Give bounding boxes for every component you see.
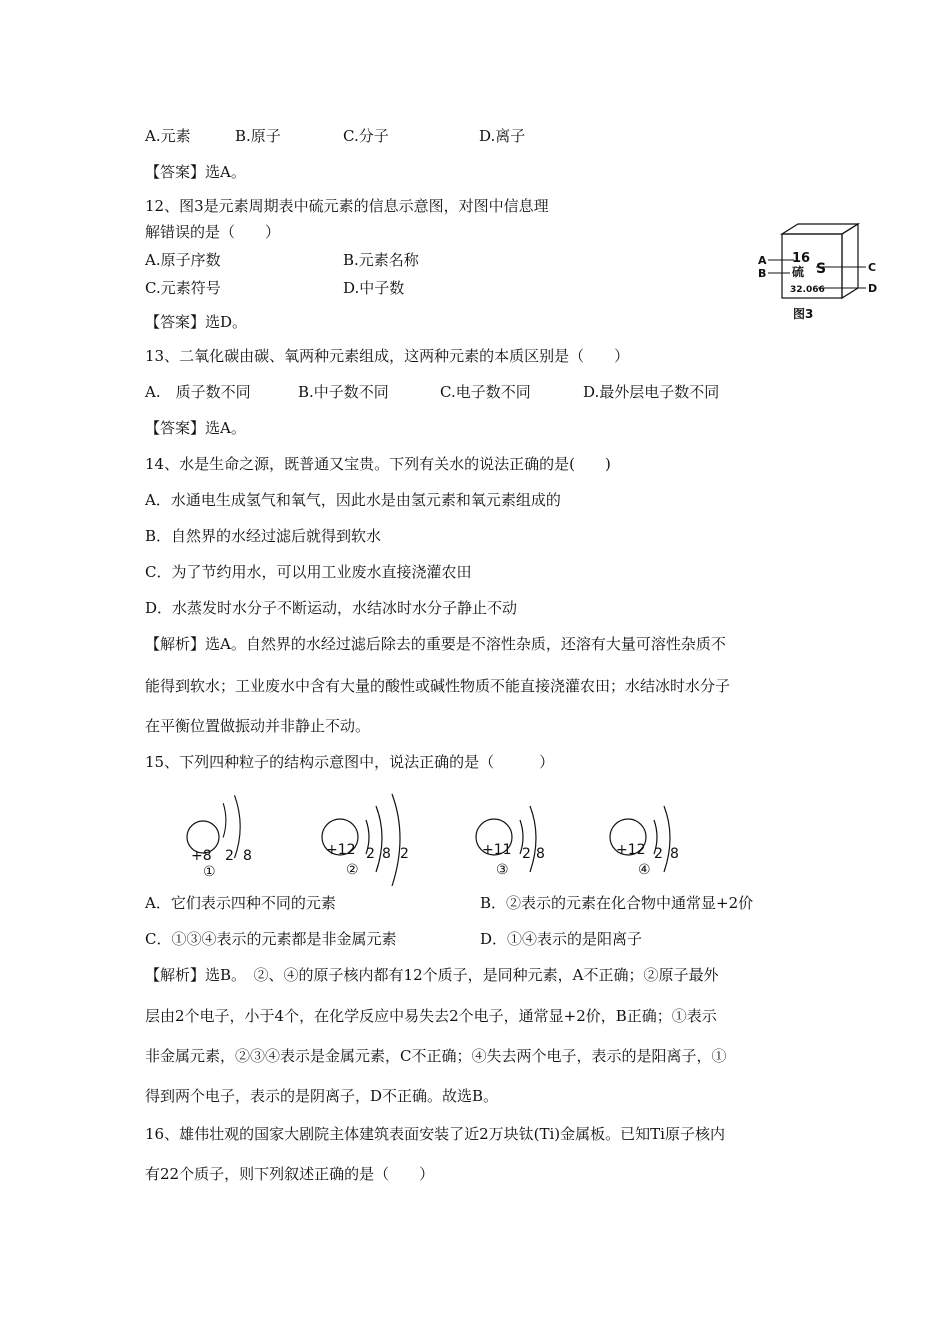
shell-electrons-1: 2 [522, 846, 531, 862]
particle-diagram-4 [606, 790, 696, 884]
q11-answer: 【答案】选A。 [145, 163, 246, 181]
shell-electrons-2: 8 [382, 846, 391, 862]
q13-stem: 13、二氧化碳由碳、氧两种元素组成，这两种元素的本质区别是（ ） [145, 347, 630, 365]
element-cube-drawing [758, 222, 880, 302]
marker-a: A [758, 254, 767, 267]
q12-option-d: D.中子数 [343, 279, 405, 297]
particle-diagram-1 [183, 790, 273, 884]
particle-diagram-3 [472, 790, 562, 884]
nucleus-charge: +8 [191, 848, 212, 864]
nucleus-charge: +12 [326, 842, 356, 858]
q14-stem: 14、水是生命之源，既普通又宝贵。下列有关水的说法正确的是( ) [145, 455, 611, 473]
shell-electrons-2: 8 [243, 848, 252, 864]
q12-answer: 【答案】选D。 [145, 313, 248, 331]
q15-option-b: B．②表示的元素在化合物中通常显+2价 [480, 894, 754, 912]
q15-analysis-line2: 层由2个电子，小于4个，在化学反应中易失去2个电子，通常显+2价，B正确；①表示 [145, 1007, 717, 1025]
q13-option-d: D.最外层电子数不同 [583, 383, 720, 401]
particle-index: ④ [638, 862, 651, 878]
q14-analysis-line3: 在平衡位置做振动并非静止不动。 [145, 717, 371, 735]
q15-option-c: C．①③④表示的元素都是非金属元素 [145, 930, 397, 948]
q15-analysis-line3: 非金属元素，②③④表示是金属元素，C不正确；④失去两个电子，表示的是阳离子，① [145, 1047, 727, 1065]
q14-option-d: D．水蒸发时水分子不断运动，水结冰时水分子静止不动 [145, 599, 518, 617]
q13-answer: 【答案】选A。 [145, 419, 246, 437]
q15-option-a: A．它们表示四种不同的元素 [145, 894, 336, 912]
q12-option-c: C.元素符号 [145, 279, 221, 297]
particle-index: ① [203, 864, 216, 880]
q12-stem-line1: 12、图3是元素周期表中硫元素的信息示意图，对图中信息理 [145, 197, 549, 215]
q11-option-b: B.原子 [235, 127, 281, 145]
figure-caption: 图3 [793, 307, 814, 321]
q12-option-a: A.原子序数 [145, 251, 221, 269]
q11-option-d: D.离子 [479, 127, 526, 145]
shell-electrons-2: 8 [536, 846, 545, 862]
q14-option-a: A．水通电生成氢气和氧气，因此水是由氢元素和氧元素组成的 [145, 491, 561, 509]
shell-electrons-2: 8 [670, 846, 679, 862]
nucleus-charge: +12 [616, 842, 646, 858]
q15-analysis-line4: 得到两个电子，表示的是阴离子，D不正确。故选B。 [145, 1087, 499, 1105]
sulfur-element-figure [758, 222, 880, 322]
element-name: 硫 [792, 265, 805, 279]
atomic-mass: 32.066 [790, 285, 825, 295]
marker-b: B [758, 267, 767, 280]
shell-electrons-1: 2 [225, 848, 234, 864]
atomic-number: 16 [792, 251, 811, 266]
q15-analysis-line1: 【解析】选B。 ②、④的原子核内都有12个质子，是同种元素，A不正确；②原子最外 [145, 966, 719, 984]
marker-c: C [868, 261, 877, 274]
q14-option-b: B．自然界的水经过滤后就得到软水 [145, 527, 382, 545]
element-symbol: S [816, 261, 827, 277]
q11-option-a: A.元素 [145, 127, 191, 145]
q13-option-a: A. 质子数不同 [145, 383, 251, 401]
q12-stem-line2: 解错误的是（ ） [145, 223, 281, 241]
q14-analysis-line2: 能得到软水；工业废水中含有大量的酸性或碱性物质不能直接浇灌农田；水结冰时水分子 [145, 677, 731, 695]
marker-d: D [868, 282, 878, 295]
nucleus-charge: +11 [482, 842, 512, 858]
q16-stem-line2: 有22个质子，则下列叙述正确的是（ ） [145, 1165, 435, 1183]
q15-option-d: D．①④表示的是阳离子 [480, 930, 643, 948]
particle-diagram-2 [318, 790, 428, 894]
q13-option-c: C.电子数不同 [440, 383, 531, 401]
q16-stem-line1: 16、雄伟壮观的国家大剧院主体建筑表面安装了近2万块钛(Ti)金属板。已知Ti原子核内 [145, 1125, 725, 1143]
q14-option-c: C．为了节约用水，可以用工业废水直接浇灌农田 [145, 563, 472, 581]
q14-analysis-line1: 【解析】选A。自然界的水经过滤后除去的重要是不溶性杂质，还溶有大量可溶性杂质不 [145, 635, 726, 653]
shell-electrons-3: 2 [400, 846, 409, 862]
particle-index: ② [346, 862, 359, 878]
q11-option-c: C.分子 [343, 127, 389, 145]
q12-option-b: B.元素名称 [343, 251, 419, 269]
q13-option-b: B.中子数不同 [298, 383, 389, 401]
q15-stem: 15、下列四种粒子的结构示意图中，说法正确的是（ ） [145, 753, 555, 771]
shell-electrons-1: 2 [654, 846, 663, 862]
shell-electrons-1: 2 [366, 846, 375, 862]
particle-index: ③ [496, 862, 509, 878]
